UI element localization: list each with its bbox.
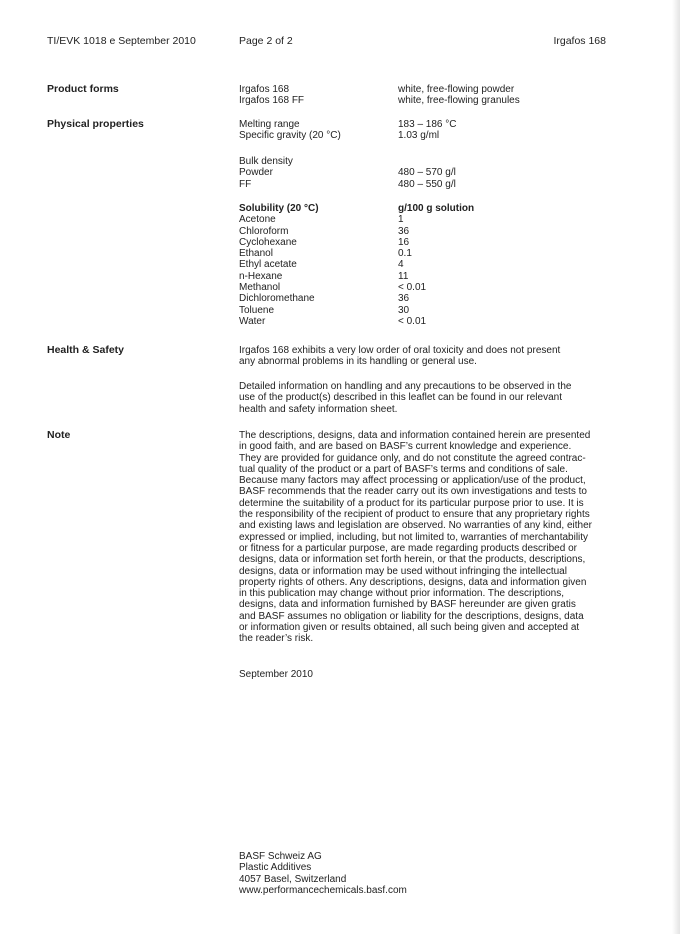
paragraph-line: in this publication may change without prior information. The descriptions, [239, 588, 564, 600]
bulk-density-value: 480 – 550 g/l [398, 178, 456, 190]
section-label-note: Note [47, 429, 71, 441]
product-form-value: white, free-flowing granules [398, 95, 520, 107]
paragraph-line: expressed or implied, including, but not limited to, warranties of merchantability [239, 531, 589, 543]
paragraph-line: designs, data or information may be used without infringing the intellectual [239, 565, 567, 577]
solvent-name: Ethyl acetate [239, 259, 297, 271]
property-value: 1.03 g/ml [398, 130, 440, 142]
solubility-value: < 0.01 [398, 282, 427, 294]
paragraph-line: designs, data or information set forth herein, or that the products, descriptions, [239, 554, 586, 566]
solubility-value: 16 [398, 236, 410, 248]
solubility-value: 0.1 [398, 248, 412, 260]
paragraph-line: any abnormal problems in its handling or general use. [239, 356, 477, 368]
solubility-names [239, 203, 319, 327]
physical-property-values [398, 119, 457, 142]
solubility-header-name: Solubility (20 °C) [239, 203, 319, 214]
section-label-health-safety: Health & Safety [47, 344, 125, 356]
solvent-name: Dichloromethane [239, 293, 315, 305]
paragraph-line: They are provided for guidance only, and do not constitute the agreed contrac- [239, 452, 586, 464]
paragraph-line: or information given or results obtained, all such being given and accepted at [239, 622, 580, 634]
property-name: Specific gravity (20 °C) [239, 130, 341, 142]
solubility-values [398, 203, 474, 327]
paragraph-line: Because many factors may affect processing or application/use of the product, [239, 475, 586, 487]
solvent-name: Ethanol [239, 248, 273, 260]
paragraph-line: health and safety information sheet. [239, 403, 398, 415]
paragraph-line: Irgafos 168 exhibits a very low order of oral toxicity and does not present [239, 345, 561, 356]
solvent-name: Methanol [239, 282, 281, 294]
footer-division: Plastic Additives [239, 862, 312, 874]
physical-property-names [239, 119, 341, 142]
paragraph-line: determine the suitability of a product for its particular purpose prior to use. It is [239, 497, 584, 509]
header-product-name: Irgafos 168 [553, 35, 606, 47]
note-disclaimer-paragraph [239, 430, 609, 645]
solvent-name: Chloroform [239, 225, 289, 237]
footer-city: 4057 Basel, Switzerland [239, 873, 347, 885]
product-form-value: white, free-flowing powder [398, 84, 515, 95]
health-safety-paragraph-1 [239, 345, 609, 368]
bulk-density-names [239, 156, 293, 190]
bulk-density-values [398, 167, 456, 190]
property-name: Melting range [239, 119, 300, 130]
footer-address-block [239, 851, 609, 896]
paragraph-line: BASF recommends that the reader carry out its own investigations and tests to [239, 486, 587, 498]
section-label-product-forms: Product forms [47, 83, 119, 95]
solubility-value: 36 [398, 293, 410, 305]
solvent-name: Toluene [239, 304, 275, 316]
paragraph-line: Detailed information on handling and any precautions to be observed in the [239, 381, 572, 392]
note-date: September 2010 [239, 669, 313, 680]
product-form-name: Irgafos 168 [239, 84, 290, 95]
paragraph-line: the responsibility of the recipient of product to ensure that any proprietary rights [239, 509, 590, 521]
solubility-value: 36 [398, 225, 410, 237]
product-form-name: Irgafos 168 FF [239, 95, 305, 107]
paragraph-line: the reader’s risk. [239, 633, 314, 645]
paragraph-line: tual quality of the product or a part of BASF’s terms and conditions of sale. [239, 463, 568, 475]
solubility-value: 4 [398, 259, 404, 271]
solubility-value: 1 [398, 214, 404, 226]
solubility-value: 30 [398, 304, 410, 316]
footer-company-name: BASF Schweiz AG [239, 851, 322, 862]
solvent-name: Cyclohexane [239, 236, 297, 248]
header-page-number: Page 2 of 2 [239, 35, 293, 47]
section-label-physical-properties: Physical properties [47, 118, 144, 130]
solvent-name: Water [239, 315, 266, 327]
paragraph-line: and BASF assumes no obligation or liability for the descriptions, designs, data [239, 610, 584, 622]
paragraph-line: or fitness for a particular purpose, are made regarding products described or [239, 542, 577, 554]
bulk-density-title: Bulk density [239, 156, 293, 167]
paragraph-line: in good faith, and are based on BASF’s current knowledge and experience. [239, 441, 572, 453]
paragraph-line: designs, data and information furnished by BASF hereunder are given gratis [239, 599, 576, 611]
solvent-name: Acetone [239, 214, 276, 226]
health-safety-paragraph-2 [239, 381, 609, 415]
solubility-header-unit: g/100 g solution [398, 203, 475, 214]
product-forms-values [398, 84, 520, 107]
page-edge-shadow [672, 0, 680, 934]
property-value: 183 – 186 °C [398, 119, 457, 130]
solvent-name: n-Hexane [239, 270, 283, 282]
solubility-value: 11 [398, 270, 409, 282]
solubility-value: < 0.01 [398, 315, 427, 327]
paragraph-line: and existing laws and legislation are observed. No warranties of any kind, either [239, 520, 592, 532]
header-doc-ref: TI/EVK 1018 e September 2010 [47, 35, 196, 47]
paragraph-line: use of the product(s) described in this leaflet can be found in our relevant [239, 392, 562, 404]
paragraph-line: property rights of others. Any descriptions, designs, data and information given [239, 576, 587, 588]
bulk-density-name: FF [239, 178, 252, 190]
bulk-density-value: 480 – 570 g/l [398, 167, 456, 179]
bulk-density-name: Powder [239, 167, 273, 179]
paragraph-line: The descriptions, designs, data and information contained herein are presented [239, 430, 591, 441]
product-forms-names [239, 84, 304, 107]
footer-website: www.performancechemicals.basf.com [239, 884, 407, 896]
